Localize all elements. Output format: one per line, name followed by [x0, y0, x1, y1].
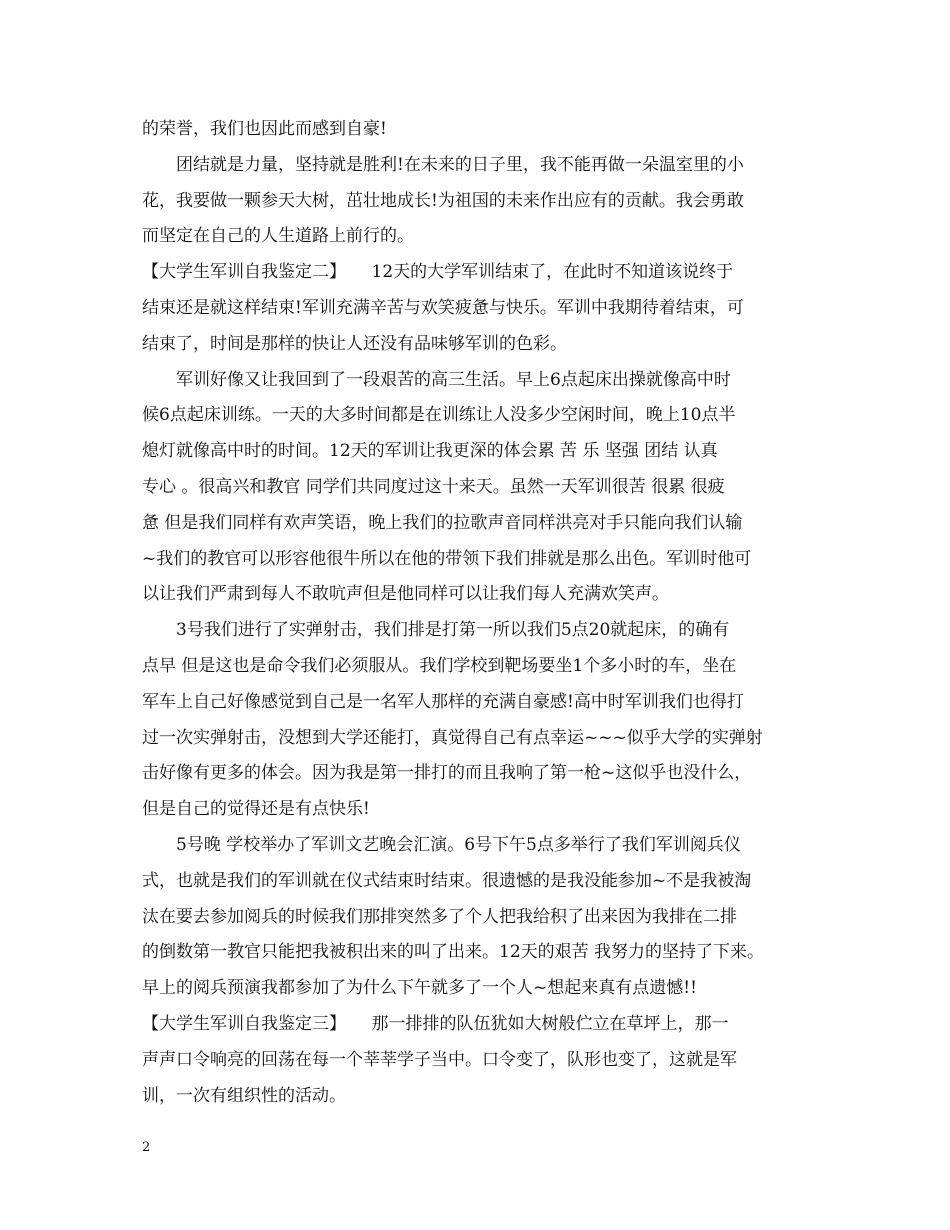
- text-line: 击好像有更多的体会。因为我是第一排打的而且我响了第一枪~这似乎也没什么，: [142, 763, 752, 784]
- text-line: 但是自己的觉得还是有点快乐!: [142, 799, 370, 820]
- paragraph-start-line: 3号我们进行了实弹射击，我们排是打第一所以我们5点20就起床，的确有: [176, 620, 730, 641]
- paragraph-start-line: 5号晚 学校举办了军训文艺晚会汇演。6号下午5点多举行了我们军训阅兵仪: [176, 834, 741, 855]
- text-line: ~我们的教官可以形容他很牛所以在他的带领下我们排就是那么出色。军训时他可: [142, 548, 752, 569]
- text-line: 惫 但是我们同样有欢声笑语，晚上我们的拉歌声音同样洪亮对手只能向我们认输: [142, 512, 743, 533]
- text-line: 以让我们严肃到每人不敢吭声但是他同样可以让我们每人充满欢笑声。: [142, 584, 669, 605]
- text-line: 的荣誉，我们也因此而感到自豪!: [142, 119, 387, 139]
- text-line: 结束了，时间是那样的快让人还没有品味够军训的色彩。: [142, 333, 567, 354]
- paragraph-start-line: 团结就是力量，坚持就是胜利!在未来的日子里，我不能再做一朵温室里的小: [176, 154, 744, 175]
- text-line: 早上的阅兵预演我都参加了为什么下午就多了一个人~想起来真有点遗憾!!: [142, 978, 697, 999]
- text-line: 花，我要做一颗参天大树，茁壮地成长!为祖国的未来作出应有的贡献。我会勇敢: [142, 190, 744, 211]
- section-heading-line: 【大学生军训自我鉴定三】 那一排排的队伍犹如大树般伫立在草坪上，那一: [142, 1013, 729, 1034]
- text-line: 式，也就是我们的军训就在仪式结束时结束。很遗憾的是我没能参加~不是我被淘: [142, 870, 752, 891]
- text-line: 训，一次有组织性的活动。: [142, 1085, 346, 1106]
- text-line: 熄灯就像高中时的时间。12天的军训让我更深的体会累 苦 乐 坚强 团结 认真: [142, 441, 718, 462]
- text-line: 而坚定在自己的人生道路上前行的。: [142, 226, 414, 247]
- text-line: 的倒数第一教官只能把我被积出来的叫了出来。12天的艰苦 我努力的坚持了下来。: [142, 942, 765, 963]
- text-line: 专心 。很高兴和教官 同学们共同度过这十来天。虽然一天军训很苦 很累 很疲: [142, 476, 725, 497]
- document-body: [142, 112, 822, 1114]
- text-line: 汰在要去参加阅兵的时候我们那排突然多了个人把我给积了出来因为我排在二排: [142, 906, 737, 927]
- section-heading-line: 【大学生军训自我鉴定二】 12天的大学军训结束了，在此时不知道该说终于: [142, 262, 734, 283]
- text-line: 结束还是就这样结束!军训充满辛苦与欢笑疲惫与快乐。军训中我期待着结束，可: [142, 297, 744, 318]
- page-number: 2: [142, 1140, 151, 1155]
- text-line: 声声口令响亮的回荡在每一个莘莘学子当中。口令变了，队形也变了，这就是军: [142, 1049, 737, 1070]
- text-line: 点早 但是这也是命令我们必须服从。我们学校到靶场要坐1个多小时的车，坐在: [142, 655, 737, 676]
- text-line: 过一次实弹射击，没想到大学还能打，真觉得自己有点幸运~~~似乎大学的实弹射: [142, 727, 763, 748]
- text-line: 军车上自己好像感觉到自己是一名军人那样的充满自豪感!高中时军训我们也得打: [142, 691, 744, 712]
- text-line: 候6点起床训练。一天的大多时间都是在训练让人没多少空闲时间，晚上10点半: [142, 405, 736, 426]
- paragraph-start-line: 军训好像又让我回到了一段艰苦的高三生活。早上6点起床出操就像高中时: [176, 369, 731, 390]
